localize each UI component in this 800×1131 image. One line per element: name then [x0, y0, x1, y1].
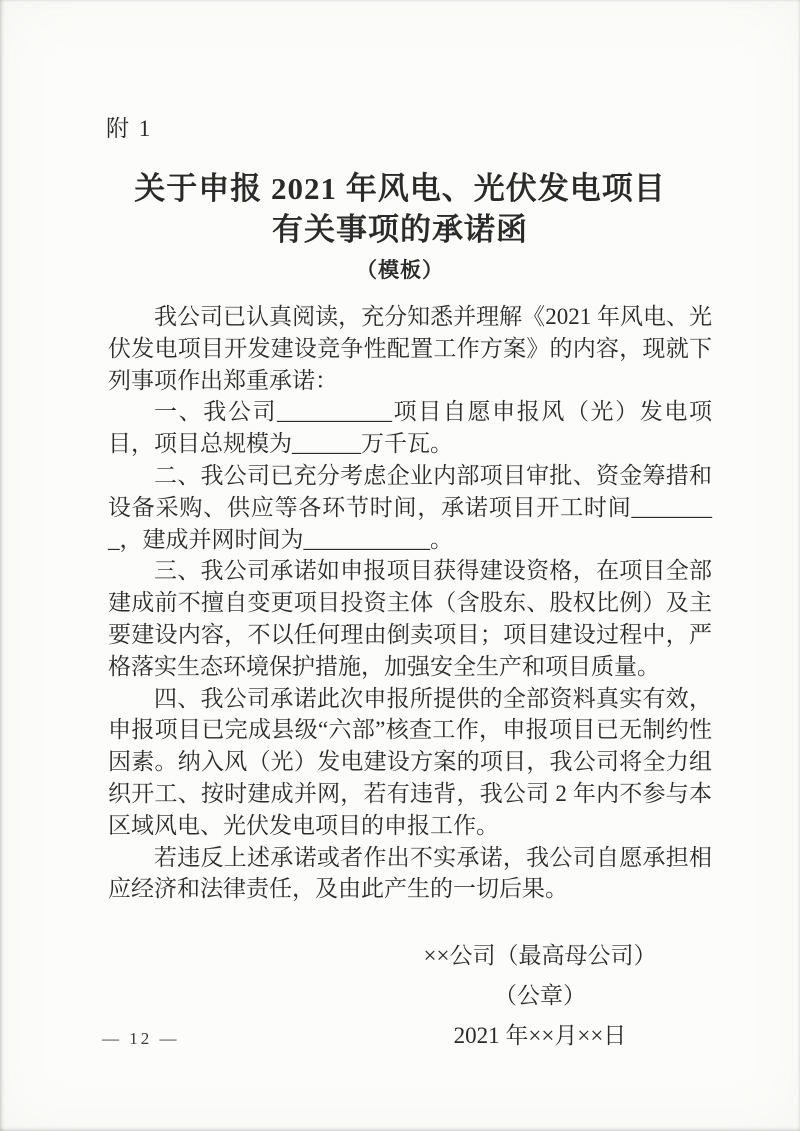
document-title — [0, 168, 800, 250]
document-body — [108, 301, 712, 905]
attachment-label: 附 1 — [106, 116, 153, 141]
paragraph-item-3: 三、我公司承诺如申报项目获得建设资格，在项目全部建成前不擅自变更项目投资主体（含股东、股权比例）及主要建设内容，不以任何理由倒卖项目；项目建设过程中，严格落实生态环境保护措施，加强安全生产和项目质量。 — [108, 558, 712, 679]
paragraph-item-1: 一、我公司__________项目自愿申报风（光）发电项目，项目总规模为______万千瓦。 — [108, 399, 712, 457]
paragraph-item-2: 二、我公司已充分考虑企业内部项目审批、资金筹措和设备采购、供应等各环节时间，承诺项目开工时间________，建成并网时间为___________。 — [108, 462, 712, 552]
paragraph-closing: 若违反上述承诺或者作出不实承诺，我公司自愿承担相应经济和法律责任，及由此产生的一切后果。 — [108, 844, 712, 902]
title-line-2: 有关事项的承诺函 — [272, 212, 528, 247]
signature-block — [388, 936, 692, 1056]
subtitle-template: （模板） — [356, 258, 444, 282]
title-line-1: 关于申报 2021 年风电、光伏发电项目 — [134, 171, 666, 206]
paragraph-item-4: 四、我公司承诺此次申报所提供的全部资料真实有效，申报项目已完成县级“六部”核查工作，申报项目已无制约性因素。纳入风（光）发电建设方案的项目，我公司将全力组织开工、按时建成并网，若有违背，我公司 2 年内不参与本区域风电、光伏发电项目的申报工作。 — [108, 685, 712, 838]
page-number: — 12 — — [102, 1029, 180, 1048]
paragraph-intro: 我公司已认真阅读，充分知悉并理解《2021 年风电、光伏发电项目开发建设竞争性配置工作方案》的内容，现就下列事项作出郑重承诺： — [108, 304, 712, 393]
signature-date: 2021 年××月××日 — [453, 1023, 627, 1048]
signature-company: ××公司（最高母公司） — [423, 943, 657, 968]
signature-seal: （公章） — [494, 983, 586, 1008]
